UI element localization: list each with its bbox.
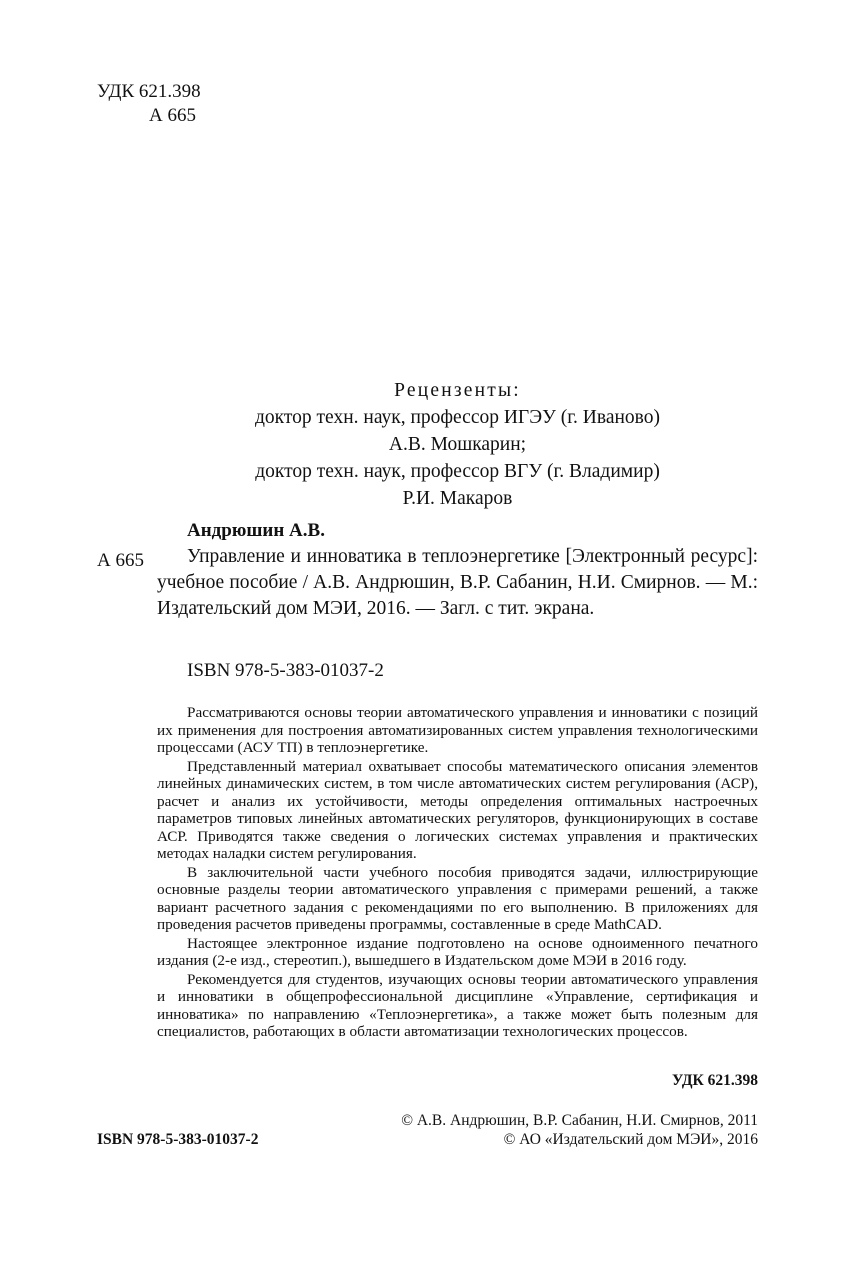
author-heading: Андрюшин А.В. xyxy=(187,520,325,541)
author-sign-code: А 665 xyxy=(149,105,196,126)
isbn-line: ISBN 978-5-383-01037-2 xyxy=(187,660,384,681)
abstract-paragraph: В заключительной части учебного пособия приводятся задачи, иллюстрирующие основные разделы теории автоматического управления с примерами решений, а также вариант расчетного задания с рекомендациями по его выполнению. В приложениях для проведения расчетов приведены программы, составленные в среде MathCAD. xyxy=(157,863,758,933)
reviewer-line: доктор техн. наук, профессор ВГУ (г. Владимир) xyxy=(255,461,660,482)
udk-bottom: УДК 621.398 xyxy=(672,1072,758,1089)
isbn-bottom: ISBN 978-5-383-01037-2 xyxy=(97,1131,259,1148)
citation-block xyxy=(157,544,758,622)
udk-code: УДК 621.398 xyxy=(97,81,201,102)
author-sign-left: А 665 xyxy=(97,550,144,571)
copyright-line: © А.В. Андрюшин, В.Р. Сабанин, Н.И. Смирнов, 2011 xyxy=(401,1112,758,1129)
reviewers-heading: Рецензенты: xyxy=(394,380,521,401)
abstract-paragraph: Рассматриваются основы теории автоматического управления и инноватики с позиций их применения для построения автоматизированных систем управления технологическими процессами (АСУ ТП) в теплоэнергетике. xyxy=(157,704,758,756)
reviewers-block xyxy=(200,377,715,512)
citation-text: Управление и инноватика в теплоэнергетике [Электронный ресурс]: учебное пособие / А.В. Андрюшин, В.Р. Сабанин, Н.И. Смирнов. — М.: Издательский дом МЭИ, 2016. — Загл. с тит. экрана. xyxy=(157,546,758,619)
reviewer-line: Р.И. Макаров xyxy=(402,488,513,509)
copyright-line: © АО «Издательский дом МЭИ», 2016 xyxy=(503,1131,758,1148)
abstract-paragraph: Представленный материал охватывает способы математического описания элементов линейных динамических систем, в том числе автоматических систем регулирования (АСР), расчет и анализ их устойчивости, методы определения оптимальных настроечных параметров типовых линейных автоматических регуляторов, функционирующих в составе АСР. Приводятся также сведения о логических системах управления и практических методах наладки систем регулирования. xyxy=(157,757,758,862)
abstract-paragraph: Настоящее электронное издание подготовлено на основе одноименного печатного издания (2-е изд., стереотип.), вышедшего в Издательском доме МЭИ в 2016 году. xyxy=(157,934,758,969)
reviewer-line: А.В. Мошкарин; xyxy=(388,434,527,455)
abstract-paragraph: Рекомендуется для студентов, изучающих основы теории автоматического управления и инноватики в общепрофессиональной дисциплине «Управление, сертификация и инноватика» по направлению «Теплоэнергетика», а также может быть полезным для специалистов, работающих в области автоматизации технологических процессов. xyxy=(157,970,758,1040)
abstract-block xyxy=(157,704,758,1042)
reviewer-line: доктор техн. наук, профессор ИГЭУ (г. Иваново) xyxy=(255,407,660,428)
udk-top-block xyxy=(97,80,201,128)
copyright-block xyxy=(401,1111,758,1149)
